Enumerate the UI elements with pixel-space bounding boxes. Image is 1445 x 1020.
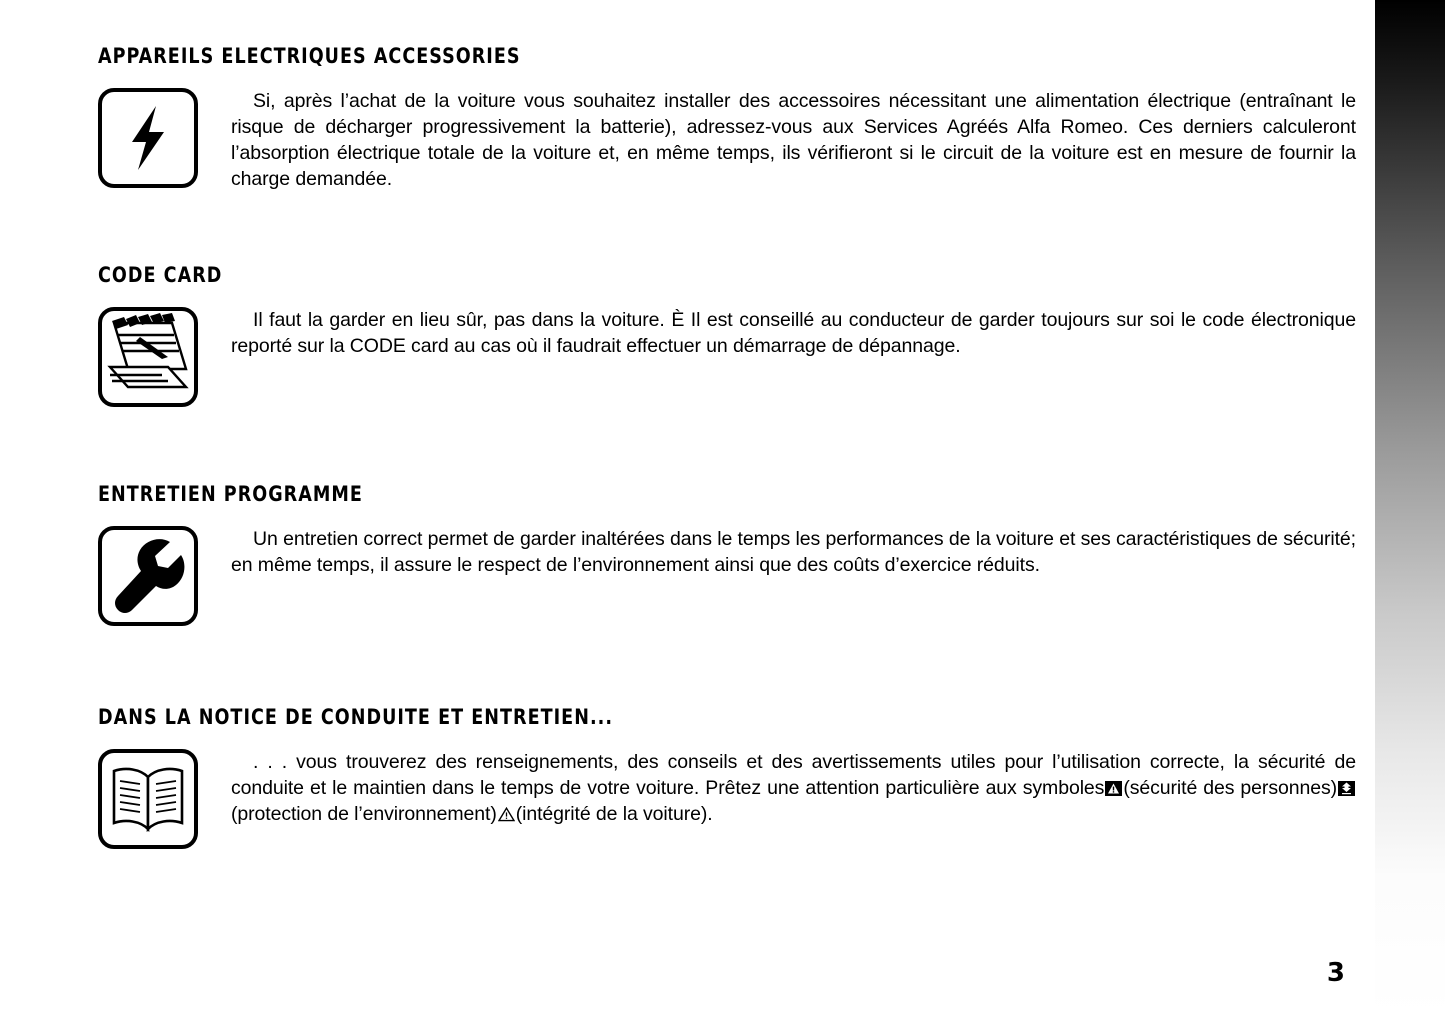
paragraph-text-part-3: (protection de l’environnement) [231, 802, 497, 825]
open-book-icon [98, 749, 198, 849]
paragraph-text-part-1: . . . vous trouverez des renseignements, des conseils et des avertissements utiles pour l’utilisation correcte, la sécurité de conduite et le maintien dans le temps de votre voiture. Prêtez une attention particulière aux symboles [231, 750, 1356, 799]
page-edge-gradient [1367, 0, 1445, 1020]
paragraph-text: Il faut la garder en lieu sûr, pas dans la voiture. È Il est conseillé au conducteur de garder toujours sur soi le code électronique reporté sur la CODE card au cas où il faudrait effectuer un démarrage de dépannage. [231, 308, 1356, 357]
paragraph-text: Si, après l’achat de la voiture vous souhaitez installer des accessoires nécessitant une alimentation électrique (entraînant le risque de décharger progressivement la batterie), adressez-vous aux Services Agréés Alfa Romeo. Ces derniers calculeront l’absorption électrique totale de la voiture et, en même temps, ils vérifieront si le circuit de la voiture est en mesure de fournir la charge demandée. [231, 89, 1356, 190]
section-heading: DANS LA NOTICE DE CONDUITE ET ENTRETIEN... [98, 705, 614, 729]
section-body [98, 88, 1356, 198]
safety-warning-symbol [1105, 777, 1122, 792]
section-paragraph [231, 307, 1356, 359]
section-code-card [98, 263, 1356, 417]
paragraph-text-part-4: (intégrité de la voiture). [515, 802, 713, 825]
section-body [98, 526, 1356, 636]
section-heading: CODE CARD [98, 263, 223, 287]
vehicle-integrity-symbol [498, 803, 515, 818]
wrench-icon [98, 526, 198, 626]
section-body [98, 749, 1356, 859]
code-card-icon [98, 307, 198, 407]
page-edge-white-margin [1367, 0, 1375, 1020]
section-paragraph [231, 88, 1356, 192]
section-entretien-programme [98, 482, 1356, 636]
paragraph-text-part-2: (sécurité des personnes) [1123, 776, 1337, 799]
section-paragraph [231, 526, 1356, 578]
section-paragraph [231, 749, 1356, 827]
section-heading: APPAREILS ELECTRIQUES ACCESSORIES [98, 44, 521, 68]
lightning-bolt-icon [98, 88, 198, 188]
section-heading: ENTRETIEN PROGRAMME [98, 482, 363, 506]
section-body [98, 307, 1356, 417]
page-number: 3 [1326, 958, 1345, 988]
environment-protection-symbol [1338, 777, 1355, 792]
section-notice-conduite [98, 705, 1356, 859]
section-appareils-electriques [98, 44, 1356, 198]
paragraph-text: Un entretien correct permet de garder inaltérées dans le temps les performances de la voiture et ses caractéristiques de sécurité; en même temps, il assure le respect de l’environnement ainsi que des coûts d’exercice réduits. [231, 527, 1356, 576]
